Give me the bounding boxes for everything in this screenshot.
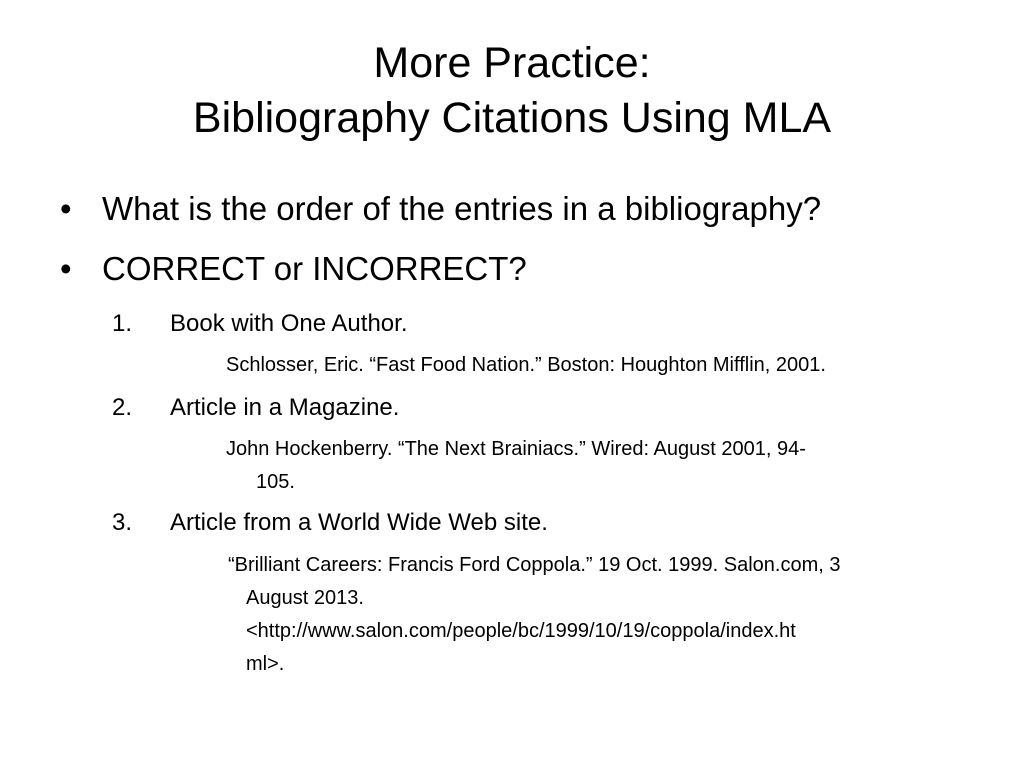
item-number: 2.: [112, 394, 133, 421]
item-label: Article in a Magazine.: [170, 394, 400, 421]
citation: [226, 349, 826, 382]
bullet-dot-icon: •: [60, 190, 72, 227]
item-number: 1.: [112, 310, 133, 337]
citation: [226, 433, 806, 499]
item-number: 3.: [112, 509, 133, 536]
title-line-1: More Practice:: [373, 39, 651, 87]
bullet-item: [60, 190, 821, 228]
numbered-item: [112, 509, 548, 537]
slide-title: [0, 36, 1024, 146]
bullet-item: [60, 250, 527, 288]
citation-line: Schlosser, Eric. “Fast Food Nation.” Boston: Houghton Mifflin, 2001.: [226, 354, 826, 376]
bullet-dot-icon: •: [60, 250, 72, 287]
item-label: Book with One Author.: [170, 310, 408, 337]
citation-line: John Hockenberry. “The Next Brainiacs.” Wired: August 2001, 94-: [226, 438, 806, 460]
citation-line: 105.: [256, 471, 295, 493]
citation-line: “Brilliant Careers: Francis Ford Coppola.” 19 Oct. 1999. Salon.com, 3: [228, 554, 841, 576]
title-line-2: Bibliography Citations Using MLA: [192, 94, 832, 142]
numbered-item: [112, 310, 407, 338]
citation-line: <http://www.salon.com/people/bc/1999/10/19/coppola/index.ht: [246, 620, 796, 642]
citation-line: August 2013.: [246, 587, 364, 609]
citation-line: ml>.: [246, 653, 285, 675]
bullet-text: CORRECT or INCORRECT?: [102, 250, 527, 287]
citation: [228, 549, 840, 681]
bullet-text: What is the order of the entries in a bibliography?: [102, 190, 822, 227]
item-label: Article from a World Wide Web site.: [170, 509, 548, 536]
numbered-item: [112, 394, 399, 422]
